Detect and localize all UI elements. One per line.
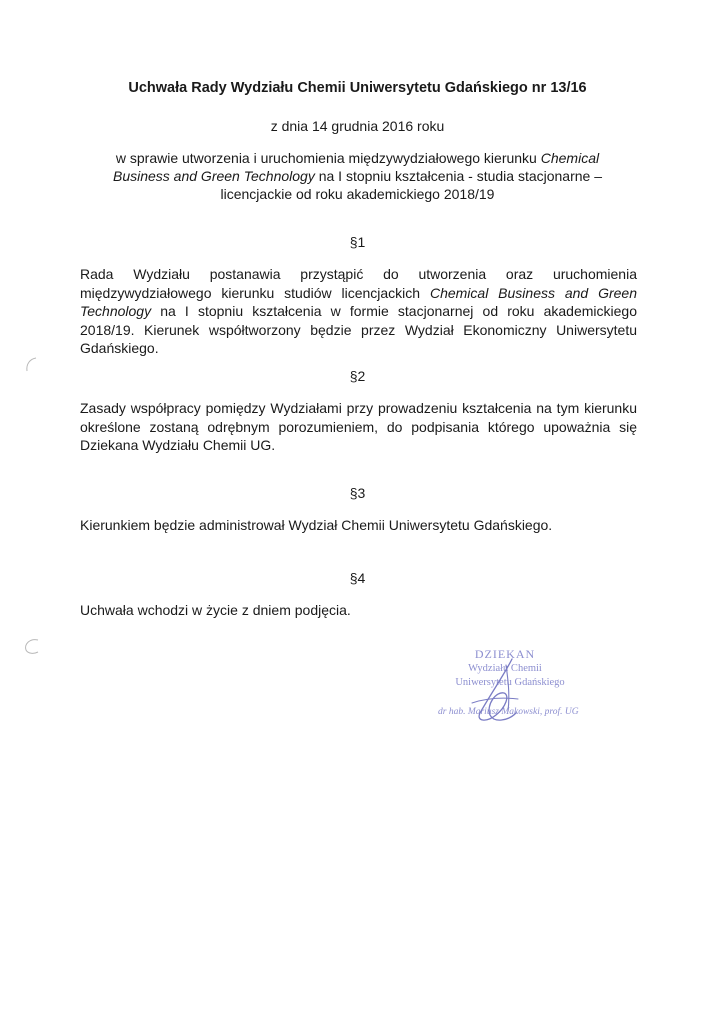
section-4-paragraph: Uchwała wchodzi w życie z dniem podjęcia. — [80, 602, 351, 618]
section-1-paragraph — [80, 265, 637, 358]
handwritten-signature — [460, 655, 550, 735]
stamp-faculty: Wydziału Chemii — [468, 663, 542, 674]
section-3-heading: §3 — [349, 485, 366, 501]
section-1-text-end: na I stopniu kształcenia w formie stacjonarnej od roku akademickiego 2018/19. Kierunek współtworzony będzie przez Wydział Ekonomiczny Uniwersytetu Gdańskiego. — [80, 303, 637, 356]
section-3-paragraph: Kierunkiem będzie administrował Wydział Chemii Uniwersytetu Gdańskiego. — [80, 517, 553, 533]
subject-program-name: Chemical Business and Green Technology — [112, 150, 600, 184]
document-date: z dnia 14 grudnia 2016 roku — [270, 118, 445, 134]
section-1-heading: §1 — [349, 234, 366, 250]
document-subject — [95, 149, 620, 203]
section-2-paragraph: Zasady współpracy pomiędzy Wydziałami przy prowadzeniu kształcenia na tym kierunku określone zostaną odrębnym porozumieniem, do podpisania którego upoważnia się Dziekana Wydziału Chemii UG. — [80, 400, 637, 453]
section-1-program-name: Chemical Business and Green Technology — [80, 284, 637, 319]
scan-mark-top — [22, 356, 40, 374]
stamp-university: Uniwersytetu Gdańskiego — [455, 677, 565, 688]
subject-text-end: na I stopniu kształcenia - studia stacjonarne – licencjackie od roku akademickiego 2018/19 — [220, 168, 602, 202]
subject-text: w sprawie utworzenia i uruchomienia międzywydziałowego kierunku — [115, 150, 541, 166]
section-1-text: Rada Wydziału postanawia przystąpić do utworzenia oraz uruchomienia międzywydziałowego kierunku studiów licencjackich — [80, 266, 637, 301]
section-4-heading: §4 — [349, 570, 366, 586]
section-2-heading: §2 — [349, 368, 366, 384]
scan-mark-bottom — [20, 636, 46, 658]
stamp-title: DZIEKAN — [474, 647, 536, 661]
stamp-dean-name: dr hab. Mariusz Makowski, prof. UG — [438, 707, 579, 717]
document-title: Uchwała Rady Wydziału Chemii Uniwersytetu Gdańskiego nr 13/16 — [128, 80, 587, 96]
